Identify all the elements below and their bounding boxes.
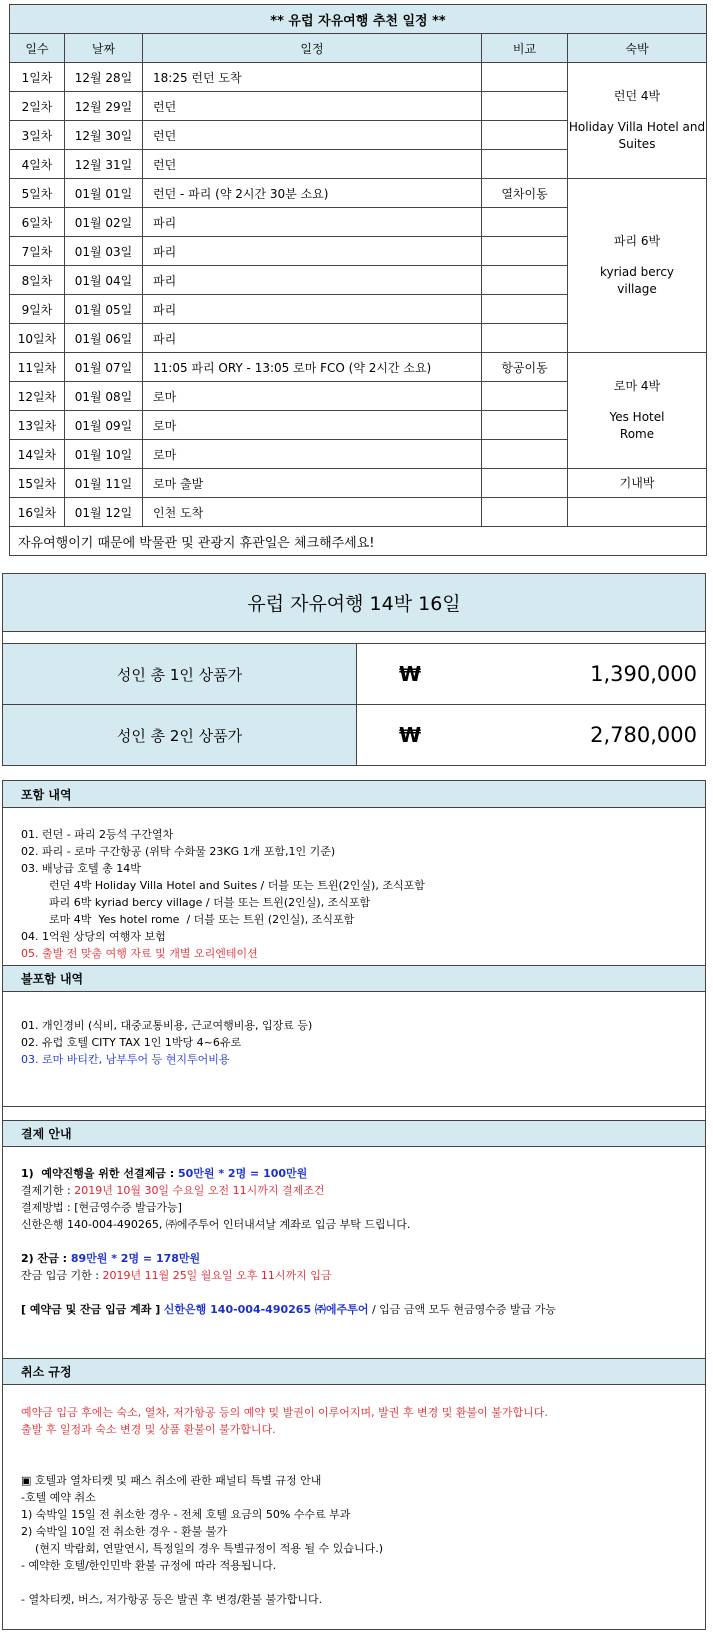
info-panel [2, 780, 706, 1630]
date-cell: 12월 31일 [65, 150, 143, 179]
itinerary-table [9, 4, 707, 556]
plan-cell: 로마 [143, 440, 482, 469]
price-value [357, 644, 705, 704]
price-divider [3, 632, 705, 644]
date-cell: 01월 05일 [65, 295, 143, 324]
plan-cell: 파리 [143, 324, 482, 353]
list-item: 03. 로마 바티칸, 남부투어 등 현지투어비용 [21, 1053, 230, 1066]
stay-paris [568, 179, 707, 353]
day-cell: 10일차 [10, 324, 65, 353]
price-amount: 1,390,000 [590, 662, 697, 686]
date-cell: 01월 10일 [65, 440, 143, 469]
day-cell: 2일차 [10, 92, 65, 121]
stay-flight: 기내박 [568, 469, 707, 498]
plan-cell: 로마 출발 [143, 469, 482, 498]
price-row [3, 704, 705, 765]
note-cell [482, 469, 568, 498]
plan-cell: 로마 [143, 411, 482, 440]
note-cell [482, 208, 568, 237]
stay-london-hotel: Holiday Villa Hotel and Suites [568, 120, 706, 151]
stay-paris-hotel: kyriad bercy village [599, 265, 675, 296]
plan-cell: 파리 [143, 237, 482, 266]
list-item: 02. 유럽 호텔 CITY TAX 1인 1박당 4~6유로 [21, 1036, 242, 1049]
plan-cell: 런던 [143, 150, 482, 179]
header-note: 비교 [482, 34, 568, 63]
deposit-amount: 50만원 * 2명 = 100만원 [177, 1167, 308, 1180]
day-cell: 9일차 [10, 295, 65, 324]
day-cell: 15일차 [10, 469, 65, 498]
stay-rome-nights: 로마 4박 [613, 379, 661, 393]
table-row [10, 353, 707, 382]
date-cell: 01월 09일 [65, 411, 143, 440]
payment-info [21, 1165, 699, 1318]
list-item: - 예약한 호텔/한인민박 환불 규정에 따라 적용됩니다. [21, 1559, 277, 1572]
price-label: 성인 총 2인 상품가 [3, 705, 357, 765]
note-cell [482, 63, 568, 92]
balance-label: 2) 잔금 : [21, 1252, 71, 1265]
deadline-label: 결제기한 : [21, 1184, 75, 1197]
list-item: 01. 개인경비 (식비, 대중교통비용, 근교여행비용, 입장료 등) [21, 1019, 313, 1032]
day-cell: 12일차 [10, 382, 65, 411]
header-day: 일수 [10, 34, 65, 63]
date-cell: 12월 29일 [65, 92, 143, 121]
stay-london [568, 63, 707, 179]
date-cell: 01월 11일 [65, 469, 143, 498]
payment-method: 결제방법 : [현금영수증 발급가능] [21, 1201, 182, 1214]
date-cell: 01월 01일 [65, 179, 143, 208]
note-cell [482, 382, 568, 411]
won-symbol: ₩ [399, 662, 422, 686]
balance-deadline-value: 2019년 11월 25일 월요일 오후 11시까지 입금 [102, 1269, 332, 1282]
deposit-label: 1) 예약진행을 위한 선결제금 : [21, 1167, 178, 1180]
plan-cell: 인천 도착 [143, 498, 482, 527]
deadline-value: 2019년 10월 30일 수요일 오전 11시까지 결제조건 [74, 1184, 325, 1197]
payment-heading: 결제 안내 [3, 1120, 705, 1147]
header-date: 날짜 [65, 34, 143, 63]
list-item: 05. 출발 전 맞춤 여행 자료 및 개별 오리엔테이션 [21, 947, 258, 960]
price-title: 유럽 자유여행 14박 16일 [3, 574, 705, 632]
account-value: 신한은행 140-004-490265 ㈜에주투어 [163, 1303, 369, 1316]
date-cell: 01월 03일 [65, 237, 143, 266]
payment-account-line: 신한은행 140-004-490265, ㈜에주투어 인터내셔날 계좌로 입금 부탁 드립니다. [21, 1218, 411, 1231]
stay-empty [568, 498, 707, 527]
note-cell [482, 498, 568, 527]
included-heading: 포함 내역 [3, 781, 705, 808]
date-cell: 12월 30일 [65, 121, 143, 150]
day-cell: 5일차 [10, 179, 65, 208]
included-list [21, 826, 699, 962]
plan-cell: 로마 [143, 382, 482, 411]
balance-deadline-label: 잔금 입금 기한 : [21, 1269, 103, 1282]
cancel-heading: 취소 규정 [3, 1358, 705, 1385]
price-label: 성인 총 1인 상품가 [3, 644, 357, 704]
won-symbol: ₩ [399, 723, 422, 747]
excluded-heading: 불포함 내역 [3, 965, 705, 992]
note-cell: 열차이동 [482, 179, 568, 208]
list-item: -호텔 예약 취소 [21, 1491, 96, 1504]
plan-cell: 파리 [143, 295, 482, 324]
itinerary-footnote: 자유여행이기 때문에 박물관 및 관광지 휴관일은 체크해주세요! [10, 527, 707, 556]
table-row [10, 469, 707, 498]
stay-rome-hotel: Yes Hotel Rome [609, 410, 665, 441]
list-item: 2) 숙박일 10일 전 취소한 경우 - 환불 불가 [21, 1525, 227, 1538]
list-item: 출발 후 일정과 숙소 변경 및 상품 환불이 불가합니다. [21, 1423, 276, 1436]
day-cell: 13일차 [10, 411, 65, 440]
list-item: (현지 박람회, 연말연시, 특정일의 경우 특별규정이 적용 될 수 있습니다.) [35, 1542, 384, 1555]
balance-amount: 89만원 * 2명 = 178만원 [70, 1252, 201, 1265]
itinerary-header-row [10, 34, 707, 63]
day-cell: 4일차 [10, 150, 65, 179]
note-cell [482, 295, 568, 324]
day-cell: 3일차 [10, 121, 65, 150]
price-value [357, 705, 705, 765]
list-item: 로마 4박 Yes hotel rome / 더블 또는 트윈 (2인실), 조식포함 [49, 913, 355, 926]
list-item: 예약금 입금 후에는 숙소, 열차, 저가항공 등의 예약 및 발권이 이루어지며, 발권 후 변경 및 환불이 불가합니다. [21, 1406, 548, 1419]
date-cell: 01월 04일 [65, 266, 143, 295]
itinerary-title: ** 유럽 자유여행 추천 일정 ** [10, 5, 707, 34]
stay-london-nights: 런던 4박 [613, 89, 661, 103]
stay-paris-nights: 파리 6박 [613, 234, 661, 248]
date-cell: 01월 06일 [65, 324, 143, 353]
stay-rome [568, 353, 707, 469]
list-item: 02. 파리 - 로마 구간항공 (위탁 수화물 23KG 1개 포함,1인 기준) [21, 845, 336, 858]
note-cell [482, 237, 568, 266]
day-cell: 7일차 [10, 237, 65, 266]
list-item: 03. 배낭급 호텔 총 14박 [21, 862, 141, 875]
day-cell: 1일차 [10, 63, 65, 92]
plan-cell: 런던 [143, 121, 482, 150]
account-heading: [ 예약금 및 잔금 입금 계좌 ] [21, 1303, 161, 1316]
day-cell: 14일차 [10, 440, 65, 469]
date-cell: 01월 12일 [65, 498, 143, 527]
note-cell [482, 440, 568, 469]
plan-cell: 파리 [143, 208, 482, 237]
list-item: ▣ 호텔과 열차티켓 및 패스 취소에 관한 패널티 특별 규정 안내 [21, 1474, 322, 1487]
day-cell: 16일차 [10, 498, 65, 527]
list-item: 1) 숙박일 15일 전 취소한 경우 - 전체 호텔 요금의 50% 수수료 부과 [21, 1508, 351, 1521]
day-cell: 8일차 [10, 266, 65, 295]
price-box [2, 573, 706, 766]
date-cell: 01월 08일 [65, 382, 143, 411]
list-item: 01. 런던 - 파리 2등석 구간열차 [21, 828, 174, 841]
table-row [10, 179, 707, 208]
plan-cell: 11:05 파리 ORY - 13:05 로마 FCO (약 2시간 소요) [143, 353, 482, 382]
table-row [10, 63, 707, 92]
list-item: 04. 1억원 상당의 여행자 보험 [21, 930, 166, 943]
date-cell: 01월 07일 [65, 353, 143, 382]
note-cell [482, 150, 568, 179]
note-cell [482, 92, 568, 121]
header-stay: 숙박 [568, 34, 707, 63]
cancel-policy [21, 1404, 699, 1608]
excluded-list [21, 1017, 699, 1068]
list-item: 파리 6박 kyriad bercy village / 더블 또는 트윈(2인실), 조식포함 [49, 896, 371, 909]
date-cell: 01월 02일 [65, 208, 143, 237]
account-tail: / 입금 금액 모두 현금영수증 발급 가능 [371, 1303, 557, 1316]
list-item: 런던 4박 Holiday Villa Hotel and Suites / 더블 또는 트윈(2인실), 조식포함 [49, 879, 425, 892]
plan-cell: 런던 [143, 92, 482, 121]
note-cell [482, 411, 568, 440]
date-cell: 12월 28일 [65, 63, 143, 92]
header-schedule: 일정 [143, 34, 482, 63]
plan-cell: 런던 - 파리 (약 2시간 30분 소요) [143, 179, 482, 208]
note-cell [482, 266, 568, 295]
note-cell [482, 121, 568, 150]
price-row [3, 644, 705, 704]
day-cell: 11일차 [10, 353, 65, 382]
note-cell [482, 324, 568, 353]
list-item: - 열차티켓, 버스, 저가항공 등은 발권 후 변경/환불 불가합니다. [21, 1593, 323, 1606]
price-amount: 2,780,000 [590, 723, 697, 747]
note-cell: 항공이동 [482, 353, 568, 382]
table-row [10, 498, 707, 527]
day-cell: 6일차 [10, 208, 65, 237]
section-gap [3, 1106, 705, 1121]
plan-cell: 파리 [143, 266, 482, 295]
plan-cell: 18:25 런던 도착 [143, 63, 482, 92]
